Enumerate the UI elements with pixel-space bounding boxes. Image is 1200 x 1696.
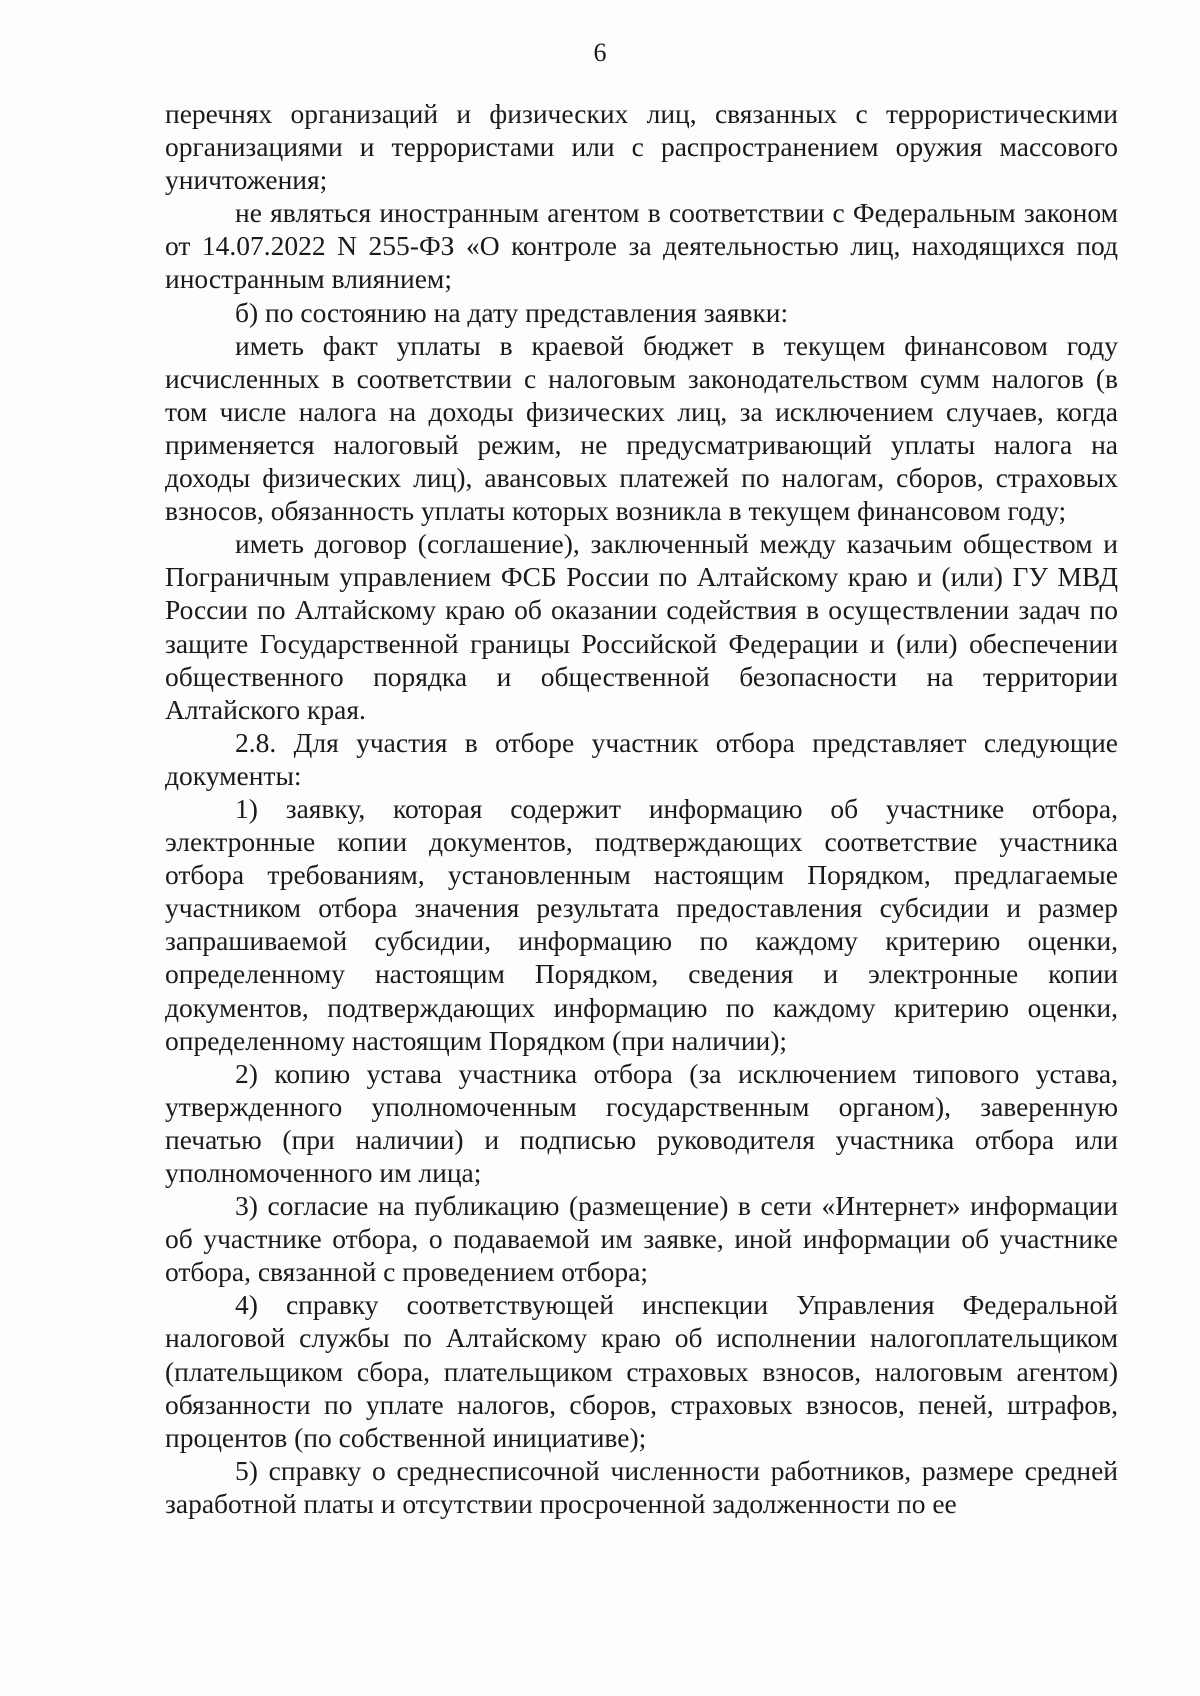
- paragraph-section-2-8: 2.8. Для участия в отборе участник отбора представляет следующие документы:: [165, 726, 1118, 791]
- paragraph-foreign-agent: не являться иностранным агентом в соответствии с Федеральным законом от 14.07.2022 N 255-ФЗ «О контроле за деятельностью лиц, находящихся под иностранным влиянием;: [165, 197, 1118, 295]
- paragraph-item-3: 3) согласие на публикацию (размещение) в сети «Интернет» информации об участнике отбора, о подаваемой им заявке, иной информации об участнике отбора, связанной с проведением отбора;: [165, 1190, 1118, 1288]
- paragraph-item-2: 2) копию устава участника отбора (за исключением типового устава, утвержденного уполномоченным государственным органом), заверенную печатью (при наличии) и подписью руководителя участника отбора или уполномоченного им лица;: [165, 1057, 1118, 1188]
- paragraph-agreement: иметь договор (соглашение), заключенный между казачьим обществом и Пограничным управлением ФСБ России по Алтайскому краю и (или) ГУ МВД России по Алтайскому краю об оказании содействия в осуществлении задач по защите Государственной границы Российской Федерации и (или) обеспечении общественного порядка и общественной безопасности на территории Алтайского края.: [165, 528, 1118, 725]
- paragraph-tax-payment: иметь факт уплаты в краевой бюджет в текущем финансовом году исчисленных в соответствии с налоговым законодательством сумм налогов (в том числе налога на доходы физических лиц, за исключением случаев, когда применяется налоговый режим, не предусматривающий уплаты налога на доходы физических лиц), авансовых платежей по налогам, сборов, страховых взносов, обязанность уплаты которых возникла в текущем финансовом году;: [165, 329, 1118, 527]
- paragraph-subpoint-b: б) по состоянию на дату представления заявки:: [235, 296, 789, 328]
- paragraph-continuation: перечнях организаций и физических лиц, связанных с террористическими организациями и террористами или с распространением оружия массового уничтожения;: [165, 98, 1118, 196]
- paragraph-item-1: 1) заявку, которая содержит информацию об участнике отбора, электронные копии документов, подтверждающих соответствие участника отбора требованиям, установленным настоящим Порядком, предлагаемые участником отбора значения результата предоставления субсидии и размер запрашиваемой субсидии, информацию по каждому критерию оценки, определенному настоящим Порядком, сведения и электронные копии документов, подтверждающих информацию по каждому критерию оценки, определенному настоящим Порядком (при наличии);: [165, 792, 1118, 1056]
- page-number: 6: [593, 38, 607, 67]
- document-body: [165, 97, 1118, 1520]
- paragraph-item-5: 5) справку о среднесписочной численности работников, размере средней заработной платы и отсутствии просроченной задолженности по ее: [165, 1454, 1118, 1519]
- paragraph-item-4: 4) справку соответствующей инспекции Управления Федеральной налоговой службы по Алтайскому краю об исполнении налогоплательщиком (плательщиком сбора, плательщиком страховых взносов, налоговым агентом) обязанности по уплате налогов, сборов, страховых взносов, пеней, штрафов, процентов (по собственной инициативе);: [165, 1289, 1118, 1453]
